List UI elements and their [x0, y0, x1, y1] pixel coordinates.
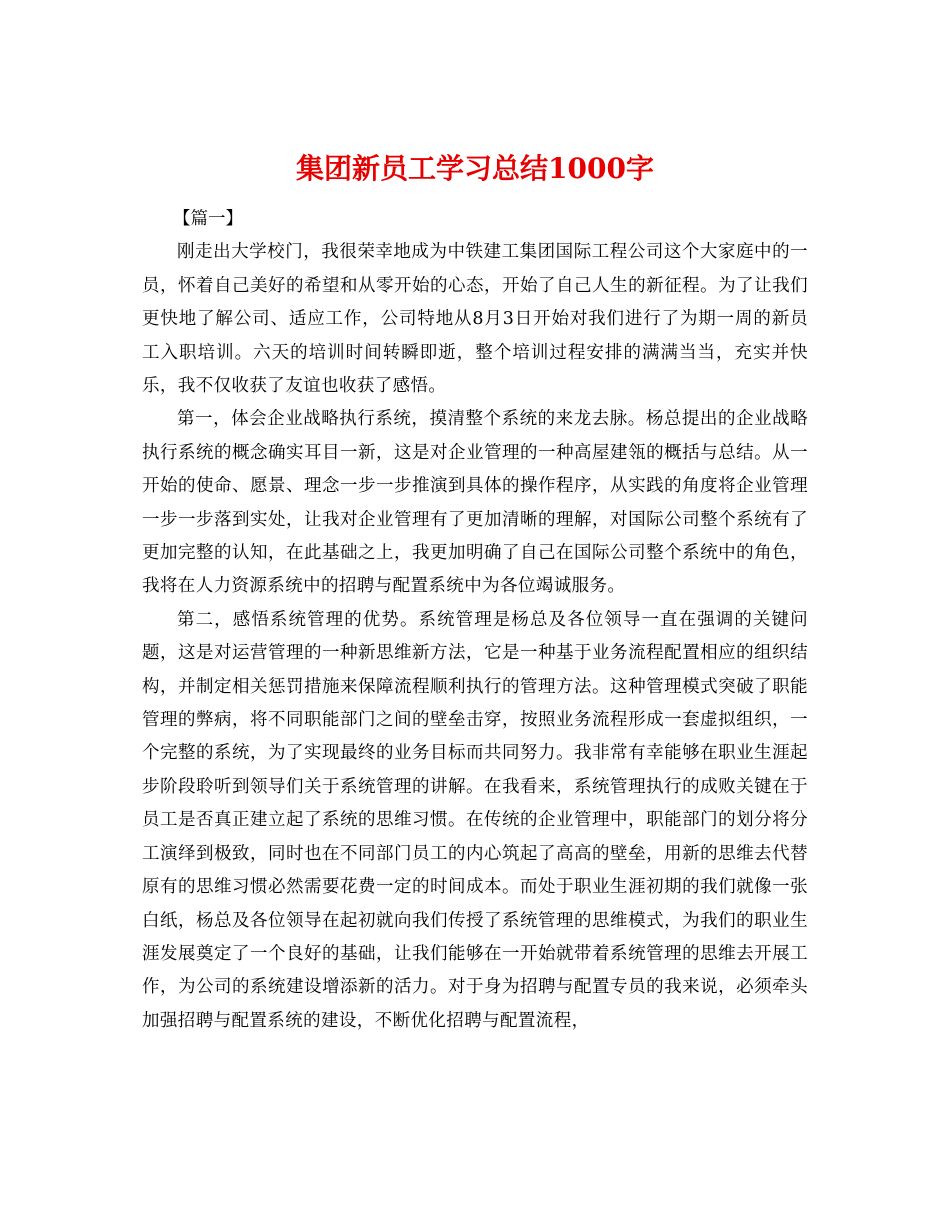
paragraph-intro: 刚走出大学校门，我很荣幸地成为中铁建工集团国际工程公司这个大家庭中的一员，怀着自己美好的希望和从零开始的心态，开始了自己人生的新征程。为了让我们更快地了解公司、适应工作，公司特地从8月3日开始对我们进行了为期一周的新员工入职培训。六天的培训时间转瞬即逝，整个培训过程安排的满满当当，充实并快乐，我不仅收获了友谊也收获了感悟。: [142, 242, 808, 397]
document-title: 集团新员工学习总结1000字: [296, 151, 654, 185]
paragraph-second-point: 第二，感悟系统管理的优势。系统管理是杨总及各位领导一直在强调的关键问题，这是对运营管理的一种新思维新方法，它是一种基于业务流程配置相应的组织结构，并制定相关惩罚措施来保障流程顺利执行的管理方法。这种管理模式突破了职能管理的弊病，将不同职能部门之间的壁垒击穿，按照业务流程形成一套虚拟组织，一个完整的系统，为了实现最终的业务目标而共同努力。我非常有幸能够在职业生涯起步阶段聆听到领导们关于系统管理的讲解。在我看来，系统管理执行的成败关键在于员工是否真正建立起了系统的思维习惯。在传统的企业管理中，职能部门的划分将分工演绎到极致，同时也在不同部门员工的内心筑起了高高的壁垒，用新的思维去代替原有的思维习惯必然需要花费一定的时间成本。而处于职业生涯初期的我们就像一张白纸，杨总及各位领导在起初就向我们传授了系统管理的思维模式，为我们的职业生涯发展奠定了一个良好的基础，让我们能够在一开始就带着系统管理的思维去开展工作，为公司的系统建设增添新的活力。对于身为招聘与配置专员的我来说，必须牵头加强招聘与配置系统的建设，不断优化招聘与配置流程，: [142, 609, 808, 1031]
section-heading: 【篇一】: [173, 209, 243, 229]
document-body: [142, 203, 808, 1038]
paragraph-first-point: 第一，体会企业战略执行系统，摸清整个系统的来龙去脉。杨总提出的企业战略执行系统的概念确实耳目一新，这是对企业管理的一种高屋建瓴的概括与总结。从一开始的使命、愿景、理念一步一步推演到具体的操作程序，从实践的角度将企业管理一步一步落到实处，让我对企业管理有了更加清晰的理解，对国际公司整个系统有了更加完整的认知，在此基础之上，我更加明确了自己在国际公司整个系统中的角色，我将在人力资源系统中的招聘与配置系统中为各位竭诚服务。: [142, 409, 808, 597]
